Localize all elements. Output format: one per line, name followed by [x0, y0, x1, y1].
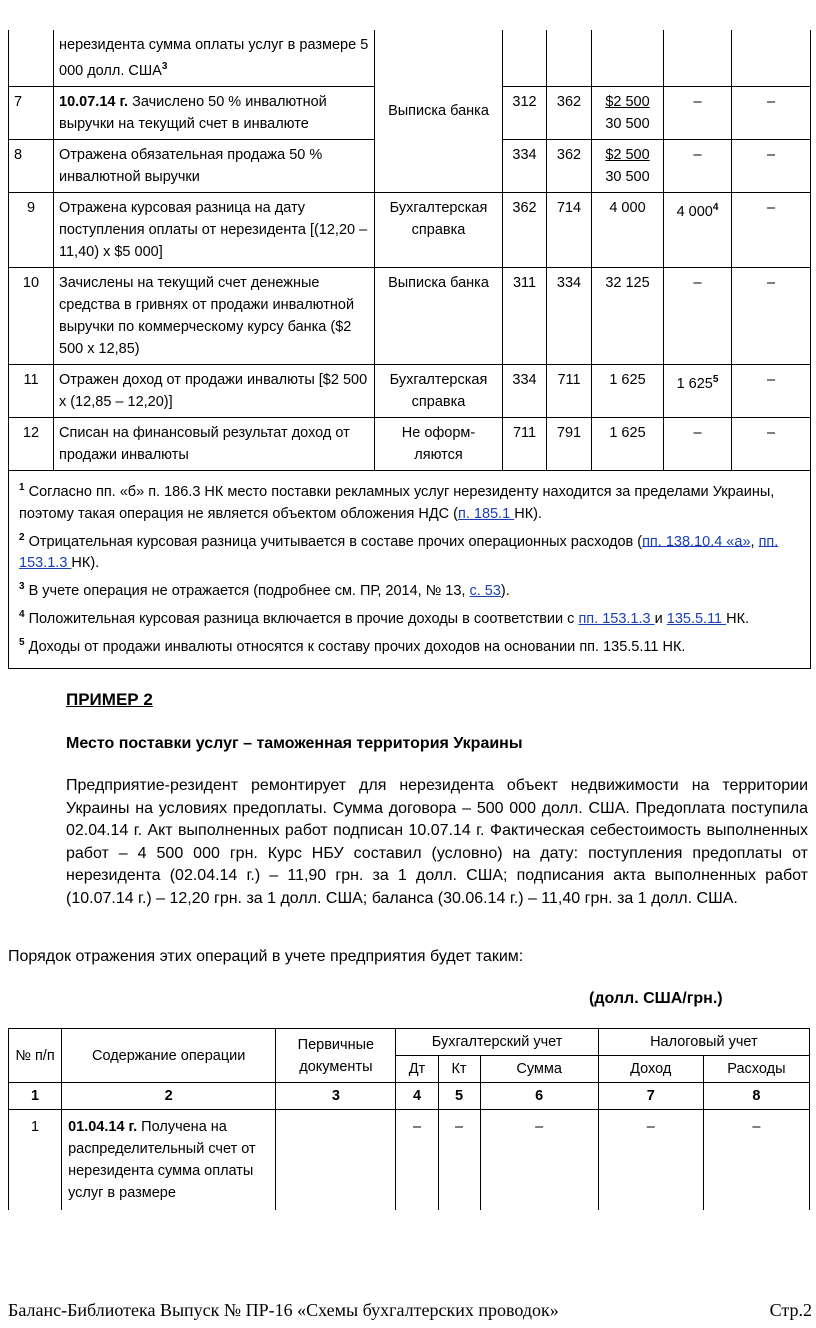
row-num: 10 — [9, 267, 54, 364]
row-expense: – — [732, 417, 811, 470]
page-number: Стр.2 — [769, 1300, 812, 1320]
footnote-link[interactable]: пп. 138.10.4 «а» — [642, 533, 751, 550]
footer-title: Баланс-Библиотека Выпуск № ПР-16 «Схемы бухгалтерских проводок» — [8, 1300, 559, 1320]
example-paragraph: Предприятие-резидент ремонтирует для нерезидента объект недвижимости на территории Украины на условиях предоплаты. Сумма договора – 500 000 долл. США. Предоплата поступила 02.04.14 г. Акт выполненных работ подписан 10.07.14 г. Фактическая себестоимость выполненных работ – 4 500 000 грн. Курс НБУ составил (условно) на дату: поступления предоплаты от нерезидента (02.04.14 г.) – 11,90 грн. за 1 долл. США; подписания акта выполненных работ (10.07.14 г.) – 12,20 грн. за 1 долл. США; баланса (30.06.14 г.) – 11,40 грн. за 1 долл. США. — [66, 777, 808, 907]
column-number: 7 — [598, 1083, 703, 1110]
table-row — [9, 364, 811, 417]
column-number: 6 — [480, 1083, 598, 1110]
footnote-5: $^5$ Доходы от продажи инвалюты относятся к составу прочих доходов на основании пп. 135.5.11 НК. — [19, 637, 686, 655]
footnote-link[interactable]: п. 185.1 — [458, 505, 515, 522]
row-income: – — [664, 86, 732, 139]
row-text: Отражен доход от продажи инвалюты [$2 500 х (12,85 – 12,20)] — [54, 364, 375, 417]
table-row — [9, 417, 811, 470]
row-income: 1 $625^5$ — [664, 364, 732, 417]
row-text: 10.07.14 г. Зачислено 50 % инвалютной выручки на текущий счет в инвалюте — [54, 86, 375, 139]
row-sum: 1 625 — [592, 417, 664, 470]
column-number: 8 — [703, 1083, 809, 1110]
row-income: – — [664, 139, 732, 192]
header-dt: Дт — [396, 1056, 438, 1083]
row-text: Отражена обязательная продажа 50 % инвалютной выручки — [54, 139, 375, 192]
row-kt: 334 — [547, 267, 592, 364]
header-sum: Сумма — [480, 1056, 598, 1083]
row-num: 1 — [9, 1110, 62, 1210]
row-kt: 714 — [547, 192, 592, 267]
row-dt: 711 — [503, 417, 547, 470]
header-num: № п/п — [9, 1029, 62, 1083]
row-kt: – — [438, 1110, 480, 1210]
footnotes — [9, 470, 811, 668]
row-doc: Не оформ- ляются — [375, 417, 503, 470]
column-number: 5 — [438, 1083, 480, 1110]
header-kt: Кт — [438, 1056, 480, 1083]
row-income: – — [664, 417, 732, 470]
row-sum: $2 500 30 500 — [592, 139, 664, 192]
row-sum: $2 500 30 500 — [592, 86, 664, 139]
page-footer — [8, 1300, 812, 1321]
row-expense: – — [732, 192, 811, 267]
header-income: Доход — [598, 1056, 703, 1083]
footnote-2: $^2$ Отрицательная курсовая разница учитывается в составе прочих операционных расходов (пп. 138.10.4 «а», пп. 153.1.3 НК). — [19, 531, 779, 572]
footnote-link[interactable]: пп. 153.1.3 — [578, 611, 655, 628]
row-expense: – — [732, 364, 811, 417]
row-doc: Бухгалтерская справка — [375, 364, 503, 417]
row-kt: 791 — [547, 417, 592, 470]
header-docs: Первичные документы — [276, 1029, 396, 1083]
row-kt: 711 — [547, 364, 592, 417]
footnote-link[interactable]: с. 53 — [469, 583, 501, 600]
row-text: нерезидента сумма оплаты услуг в размере 5 000 долл. США$^3$ — [54, 30, 375, 86]
row-text: Зачислены на текущий счет денежные средства в гривнях от продажи инвалютной выручки по коммерческому курсу банка ($2 500 х 12,85) — [54, 267, 375, 364]
row-income: – — [664, 267, 732, 364]
column-number: 3 — [276, 1083, 396, 1110]
column-number: 2 — [62, 1083, 276, 1110]
footnote-link[interactable]: 135.5.11 — [666, 611, 727, 628]
row-doc: Бухгалтерская справка — [375, 192, 503, 267]
row-text: Списан на финансовый результат доход от продажи инвалюты — [54, 417, 375, 470]
header-content: Содержание операции — [62, 1029, 276, 1083]
operations-table — [8, 1028, 810, 1210]
example-subtitle: Место поставки услуг – таможенная территория Украины — [66, 735, 523, 752]
row-expense: – — [732, 139, 811, 192]
row-num: 7 — [9, 86, 54, 139]
row-text: Отражена курсовая разница на дату поступления оплаты от нерезидента [(12,20 – 11,40) х $5 000] — [54, 192, 375, 267]
row-income: – — [598, 1110, 703, 1210]
row-dt: – — [396, 1110, 438, 1210]
row-sum: 32 125 — [592, 267, 664, 364]
column-number: 1 — [9, 1083, 62, 1110]
row-num: 9 — [9, 192, 54, 267]
row-num: 12 — [9, 417, 54, 470]
units-label: (долл. США/грн.) — [589, 990, 723, 1007]
table-row — [9, 267, 811, 364]
row-num: 11 — [9, 364, 54, 417]
footnote-4: $^4$ Положительная курсовая разница включается в прочие доходы в соответствии с пп. 153.1.3 и 135.5.11 НК. — [19, 609, 750, 628]
table-header-row — [9, 1029, 810, 1056]
operations-table-continued — [8, 30, 811, 669]
row-sum: 4 000 — [592, 192, 664, 267]
row-dt: 334 — [503, 364, 547, 417]
row-kt: 362 — [547, 139, 592, 192]
header-expense: Расходы — [703, 1056, 809, 1083]
footnote-1: $^1$ Согласно пп. «б» п. 186.3 НК место поставки рекламных услуг нерезиденту находится за пределами Украины, поэтому такая операция не является объектом обложения НДС (п. 185.1 НК). — [19, 481, 775, 522]
footnote-3: $^3$ В учете операция не отражается (подробнее см. ПР, 2014, № 13, с. 53). — [19, 581, 510, 600]
column-number: 4 — [396, 1083, 438, 1110]
table-row — [9, 1110, 810, 1210]
row-dt: 362 — [503, 192, 547, 267]
row-dt: 311 — [503, 267, 547, 364]
footnote-link[interactable]: пп. 153.1.3 — [19, 533, 779, 572]
row-dt: 334 — [503, 139, 547, 192]
row-dt: 312 — [503, 86, 547, 139]
row-expense: – — [703, 1110, 809, 1210]
row-income: 4 $000^4$ — [664, 192, 732, 267]
table-row — [9, 30, 811, 86]
header-tax: Налоговый учет — [598, 1029, 809, 1056]
row-doc: Выписка банка — [375, 267, 503, 364]
row-expense: – — [732, 86, 811, 139]
row-sum: 1 625 — [592, 364, 664, 417]
row-kt: 362 — [547, 86, 592, 139]
header-accounting: Бухгалтерский учет — [396, 1029, 598, 1056]
table-row — [9, 192, 811, 267]
row-text: 01.04.14 г. Получена на распределительный счет от нерезидента сумма оплаты услуг в размере — [62, 1110, 276, 1210]
row-sum: – — [480, 1110, 598, 1210]
row-doc: Выписка банка — [375, 30, 503, 192]
column-numbers-row — [9, 1083, 810, 1110]
order-text: Порядок отражения этих операций в учете предприятия будет таким: — [8, 948, 524, 965]
row-expense: – — [732, 267, 811, 364]
example-title: ПРИМЕР 2 — [66, 690, 153, 709]
footnotes-row — [9, 470, 811, 668]
row-num: 8 — [9, 139, 54, 192]
